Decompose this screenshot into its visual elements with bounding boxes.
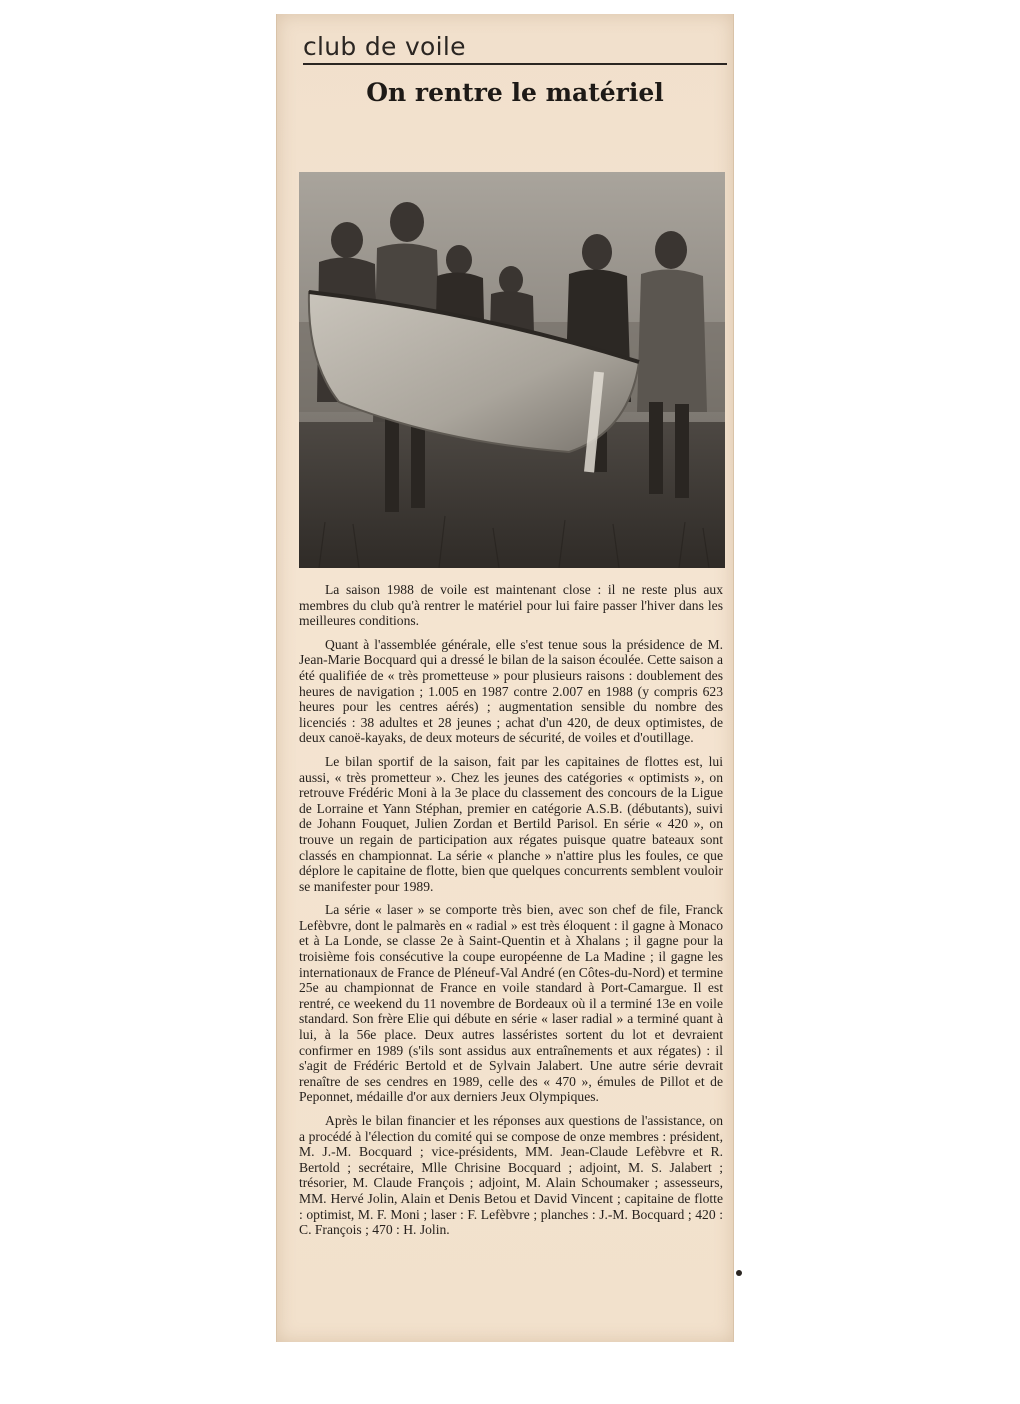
photo-image	[299, 172, 725, 568]
paragraph-4: La série « laser » se comporte très bien, avec son chef de file, Franck Lefèbvre, dont le palmarès en « radial » est très éloquent : il gagne à Monaco et à La Londe, se classe 2e à Saint-Quentin et à Xhalans ; il gagne pour la troisième fois consécutive la coupe européenne de La Madine ; il gagne les internationaux de France de Pléneuf-Val André (en Côtes-du-Nord) et termine 25e au championnat de France en voile standard à Port-Camargue. Il est rentré, ce weekend du 11 novembre de Bordeaux où il a terminé 13e en voile standard. Son frère Elie qui débute en série « laser radial » a terminé quant à lui, à la 56e place. Deux autres lasséristes sortent du lot et devraient confirmer en 1989 (s'ils sont assidus aux entraînements et aux régates) : il s'agit de Frédéric Bertold et de Sylvain Jalabert. Une autre série devrait renaître de ses cendres en 1989, celle des « 470 », émules de Pillot et de Peponnet, médaille d'or aux derniers Jeux Olympiques.	[299, 902, 723, 1105]
article-headline: On rentre le matériel	[366, 78, 664, 107]
article-photo	[299, 172, 725, 568]
paragraph-5: Après le bilan financier et les réponses aux questions de l'assistance, on a procédé à l'élection du comité qui se compose de onze membres : président, M. J.-M. Bocquard ; vice-présidents, MM. Jean-Claude Lefèbvre et R. Bertold ; secrétaire, Mlle Chrisine Bocquard ; adjoint, M. S. Jalabert ; trésorier, M. Claude François ; adjoint, M. Alain Schoumaker ; assesseurs, MM. Hervé Jolin, Alain et Denis Betou et David Vincent ; capitaine de flotte : optimist, M. F. Moni ; laser : F. Lefèbvre ; planches : J.-M. Bocquard ; 420 : C. François ; 470 : H. Jolin.	[299, 1113, 723, 1238]
article-body	[299, 582, 723, 1246]
section-rubric: club de voile	[303, 32, 727, 65]
newspaper-clipping	[276, 14, 734, 1342]
paragraph-1: La saison 1988 de voile est maintenant close : il ne reste plus aux membres du club qu'à rentrer le matériel pour lui faire passer l'hiver dans les meilleures conditions.	[299, 582, 723, 629]
paragraph-2: Quant à l'assemblée générale, elle s'est tenue sous la présidence de M. Jean-Marie Bocquard qui a dressé le bilan de la saison écoulée. Cette saison a été qualifiée de « très prometteuse » pour plusieurs raisons : doublement des heures de navigation ; 1.005 en 1987 contre 2.007 en 1988 (y compris 623 heures pour les centres aérés) ; augmentation sensible du nombre des licenciés : 38 adultes et 28 jeunes ; achat d'un 420, de deux optimistes, de deux canoë-kayaks, de deux moteurs de sécurité, de voiles et d'outillage.	[299, 636, 723, 746]
ink-speck	[736, 1270, 742, 1276]
paragraph-3: Le bilan sportif de la saison, fait par les capitaines de flottes est, lui aussi, « très prometteur ». Chez les jeunes des catégories « optimists », on retrouve Frédéric Moni à la 3e place du classement des concours de la Ligue de Lorraine et Yann Stéphan, premier en catégorie A.S.B. (débutants), suivi de Johann Fouquet, Julien Zordan et Bertild Parisol. En série « 420 », on trouve un regain de participation aux régates puisque quatre bateaux sont classés en championnat. La série « planche » n'attire plus les foules, ce que déplore le capitaine de flotte, bien que quelques concurrents semblent vouloir se manifester pour 1989.	[299, 753, 723, 894]
